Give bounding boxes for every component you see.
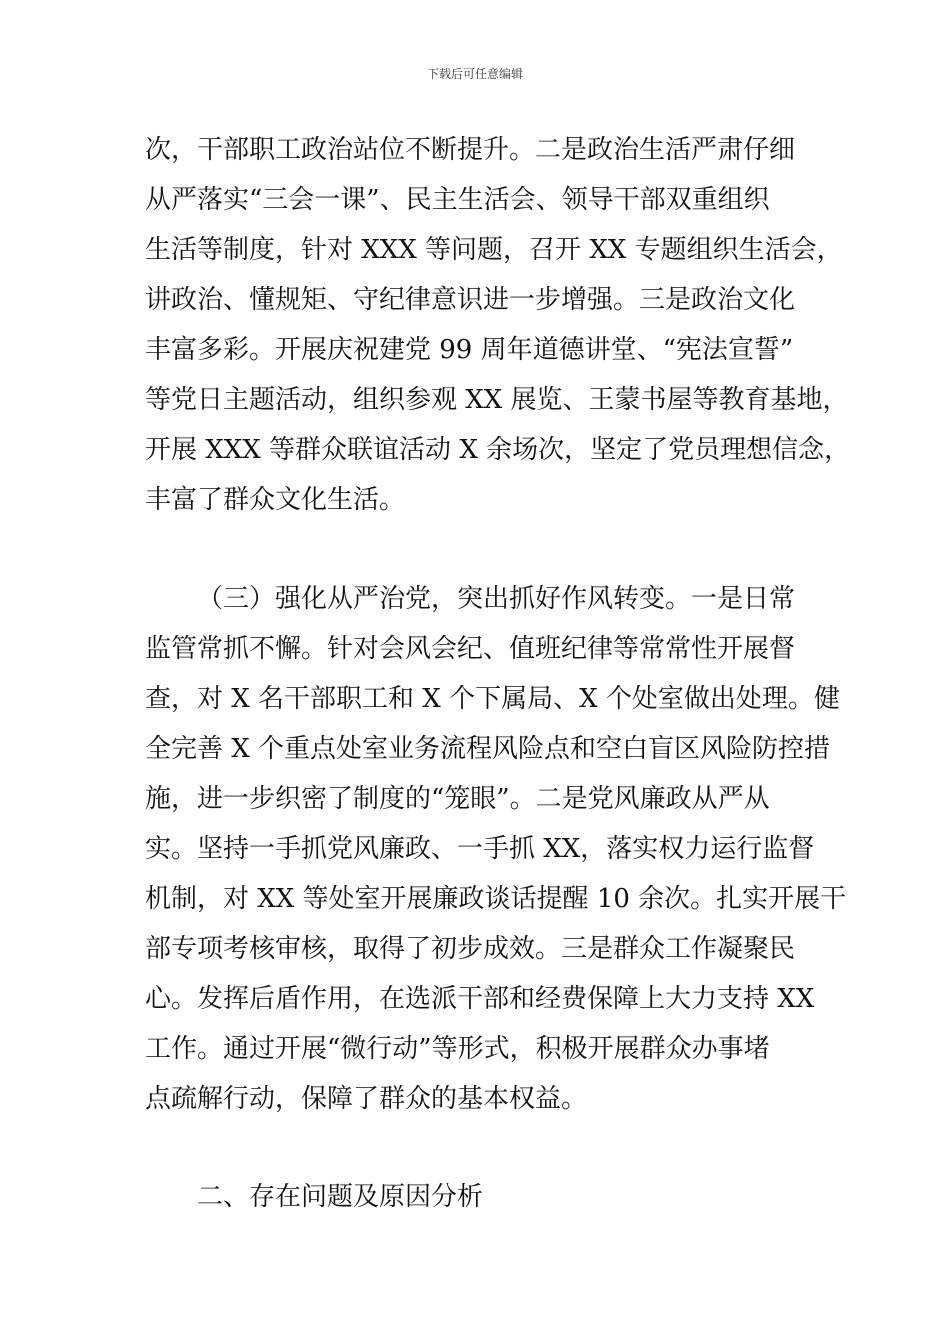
text-line: 讲政治、懂规矩、守纪律意识进一步增强。三是政治文化 <box>145 285 796 315</box>
text-line: 查，对 X 名干部职工和 X 个下属局、X 个处室做出处理。健 <box>145 684 840 714</box>
text-line: 次，干部职工政治站位不断提升。二是政治生活严肃仔细 <box>145 135 796 165</box>
text-line: 监管常抓不懈。针对会风会纪、值班纪律等常常性开展督 <box>145 634 796 664</box>
text-line: 心。发挥后盾作用，在选派干部和经费保障上大力支持 XX <box>145 984 815 1014</box>
text-line: 施，进一步织密了制度的“笼眼”。二是党风廉政从严从 <box>145 784 770 814</box>
page-header: 下载后可任意编辑 <box>426 67 523 81</box>
text-line: 丰富多彩。开展庆祝建党 99 周年道德讲堂、“宪法宣誓” <box>145 335 794 365</box>
text-line: 生活等制度，针对 XXX 等问题，召开 XX 专题组织生活会， <box>145 235 843 265</box>
text-line: 等党日主题活动，组织参观 XX 展览、王蒙书屋等教育基地， <box>145 385 849 415</box>
text-line: 丰富了群众文化生活。 <box>145 485 406 515</box>
text-line: 实。坚持一手抓党风廉政、一手抓 XX，落实权力运行监督 <box>145 834 815 864</box>
text-line: 部专项考核审核，取得了初步成效。三是群众工作凝聚民 <box>145 934 796 964</box>
text-line: 从严落实“三会一课”、民主生活会、领导干部双重组织 <box>145 185 770 215</box>
text-line: 机制，对 XX 等处室开展廉政谈话提醒 10 余次。扎实开展干 <box>145 884 847 914</box>
text-line: 全完善 X 个重点处室业务流程风险点和空白盲区风险防控措 <box>145 734 831 764</box>
text-line: （三）强化从严治党，突出抓好作风转变。一是日常 <box>197 584 796 614</box>
text-line: 开展 XXX 等群众联谊活动 X 余场次，坚定了党员理想信念， <box>145 435 851 465</box>
section-heading-text: 二、存在问题及原因分析 <box>197 1182 484 1212</box>
text-line: 工作。通过开展“微行动”等形式，积极开展群众办事堵 <box>145 1034 770 1064</box>
text-line: 点疏解行动，保障了群众的基本权益。 <box>145 1084 588 1114</box>
